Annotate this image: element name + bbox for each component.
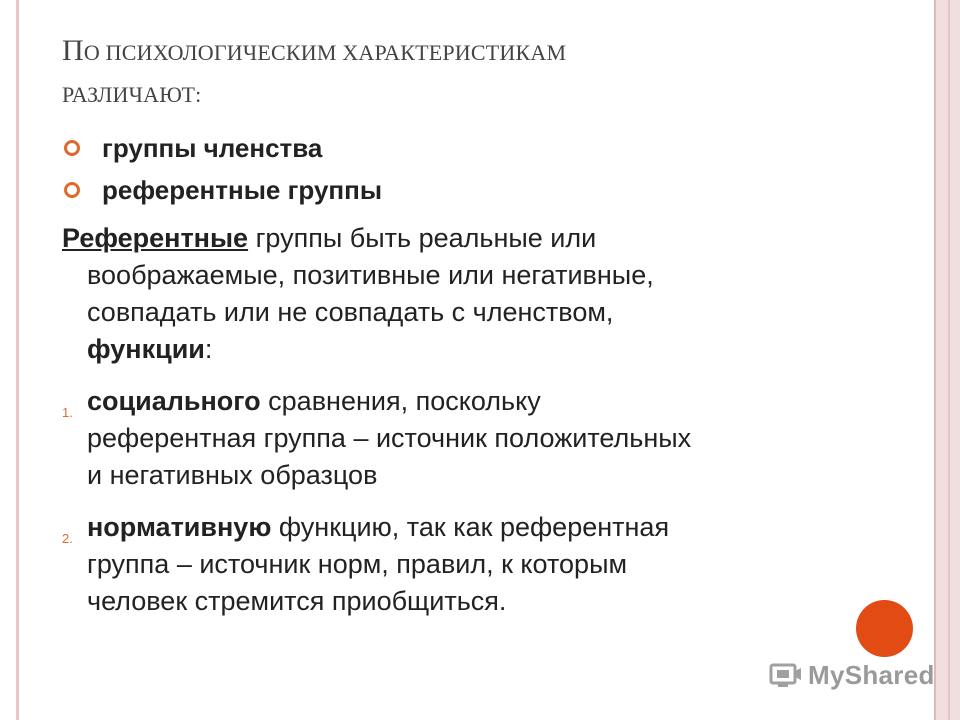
decorative-circle: [856, 600, 913, 657]
bullet-text: группы членства: [102, 132, 323, 163]
paragraph-line4: [62, 331, 822, 368]
paragraph-lead: Референтные: [62, 223, 249, 253]
left-frame: [0, 0, 30, 720]
numbered-item: [62, 383, 842, 494]
item-line3: человек стремится приобщиться.: [87, 586, 507, 616]
myshared-logo-icon: [768, 659, 804, 691]
left-frame-line: [16, 0, 19, 720]
title-line1: О ПСИХОЛОГИЧЕСКИМ ХАРАКТЕРИСТИКАМ: [83, 40, 567, 65]
item-number: 1.: [62, 405, 73, 420]
paragraph-line3: совпадать или не совпадать с членством,: [87, 297, 614, 327]
title-colon: :: [195, 82, 202, 107]
bullet-item: [62, 127, 882, 169]
right-frame: [934, 0, 960, 720]
item-line2: референтная группа – источник положительных: [87, 423, 692, 453]
numbered-item: [62, 509, 842, 620]
functions-word: функции: [87, 334, 205, 364]
bullet-item: [62, 169, 882, 211]
item-line2: группа – источник норм, правил, к которым: [87, 549, 628, 579]
myshared-watermark: [768, 655, 935, 695]
title-line2: РАЗЛИЧАЮТ: [62, 82, 196, 107]
right-frame-line: [948, 0, 950, 720]
title-cap: П: [62, 34, 84, 67]
paragraph-line2: воображаемые, позитивные или негативные,: [87, 260, 654, 290]
bullet-text: референтные группы: [102, 174, 383, 205]
slide-title: [62, 30, 862, 116]
item-line3: и негативных образцов: [87, 460, 378, 490]
item-rest: функцию, так как референтная: [271, 512, 670, 542]
ring-bullet-icon: [64, 140, 80, 156]
paragraph-line1: группы быть реальные или: [248, 223, 597, 253]
item-rest: сравнения, поскольку: [260, 386, 541, 416]
numbered-list: [62, 383, 842, 635]
brand-text: MyShared: [808, 659, 935, 690]
item-number: 2.: [62, 531, 73, 546]
item-bold: социального: [87, 386, 261, 416]
ring-bullet-icon: [64, 182, 80, 198]
bullet-list: [62, 127, 882, 211]
referent-paragraph: [62, 220, 822, 368]
functions-colon: :: [204, 334, 213, 364]
item-bold: нормативную: [87, 512, 272, 542]
